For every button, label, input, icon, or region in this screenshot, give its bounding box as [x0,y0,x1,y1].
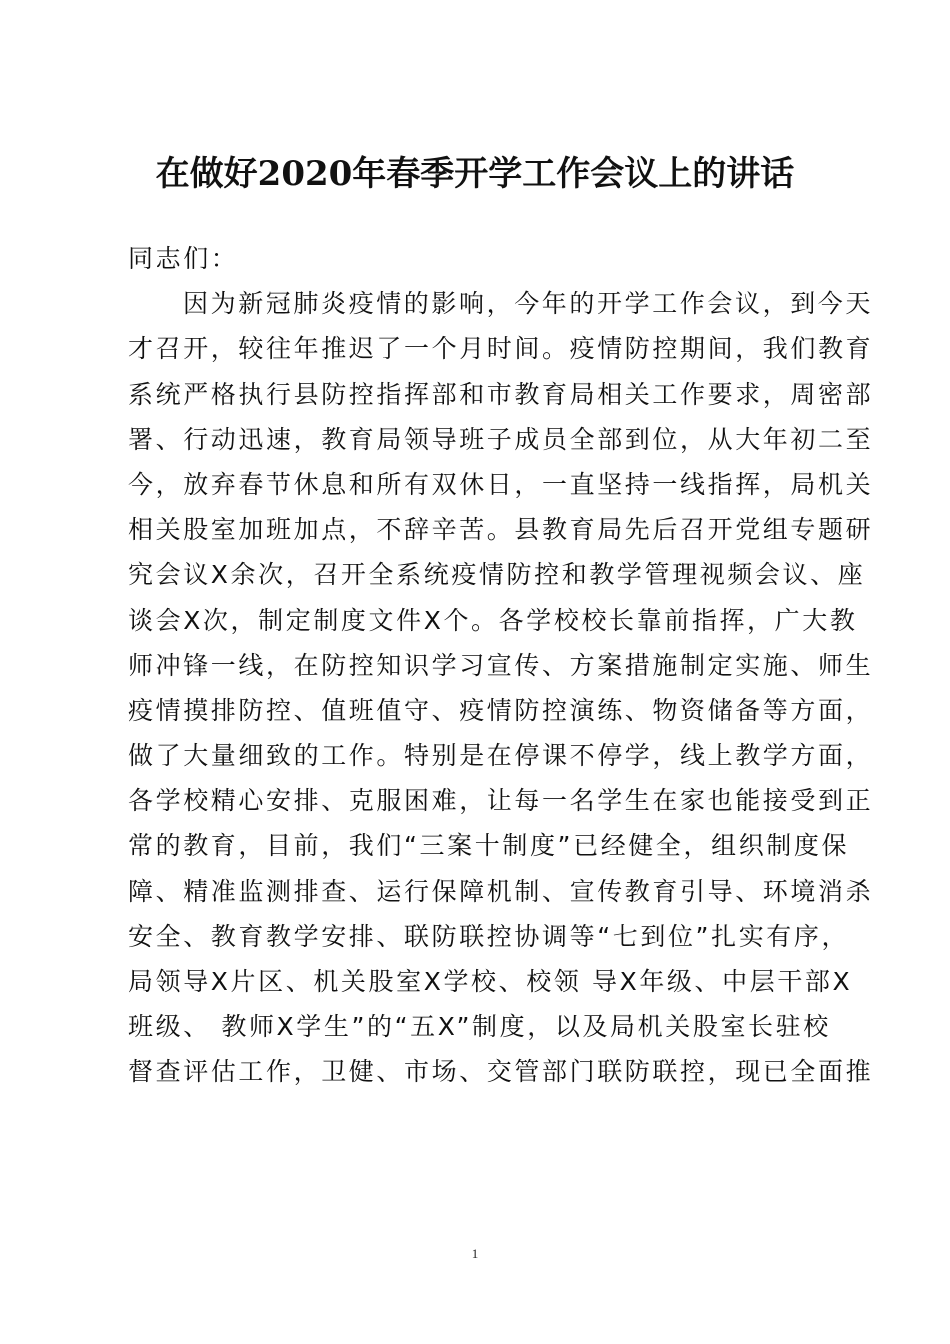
body-line: 常的教育，目前，我们“三案十制度”已经健全，组织制度保 [128,831,850,861]
body-line: 才召开，较往年推迟了一个月时间。疫情防控期间，我们教育 [128,334,874,364]
body-line: 班级、 教师X学生”的“五X”制度，以及局机关股室长驻校 [128,1012,831,1042]
body-line: 局领导X片区、机关股室X学校、校领 导X年级、中层干部X [128,967,853,996]
document-title: 在做好2020年春季开学工作会议上的讲话 [155,154,795,194]
body-line: 系统严格执行县防控指挥部和市教育局相关工作要求，周密部 [128,379,874,409]
body-line: 各学校精心安排、克服困难，让每一名学生在家也能接受到正 [128,786,874,816]
body-line: 署、行动迅速，教育局领导班子成员全部到位，从大年初二至 [128,424,874,454]
salutation: 同志们： [128,244,239,273]
body-line: 障、精准监测排查、运行保障机制、宣传教育引导、环境消杀 [128,876,874,906]
body-line: 疫情摸排防控、值班值守、疫情防控演练、物资储备等方面， [128,695,874,725]
document-body [128,236,874,1095]
body-line: 督查评估工作，卫健、市场、交管部门联防联控，现已全面推 [128,1057,874,1087]
body-line: 究会议X余次，召开全系统疫情防控和教学管理视频会议、座 [128,560,866,590]
body-line: 因为新冠肺炎疫情的影响，今年的开学工作会议，到今天 [183,289,874,319]
body-line: 安全、教育教学安排、联防联控协调等“七到位”扎实有序， [128,921,850,951]
body-line: 谈会X次，制定制度文件X个。各学校校长靠前指挥，广大教 [128,605,858,635]
body-line: 做了大量细致的工作。特别是在停课不停学，线上教学方面， [128,741,874,771]
body-line: 今，放弃春节休息和所有双休日，一直坚持一线指挥，局机关 [128,469,874,499]
body-line: 师冲锋一线，在防控知识学习宣传、方案措施制定实施、师生 [128,650,874,680]
body-line: 相关股室加班加点，不辞辛苦。县教育局先后召开党组专题研 [128,515,874,545]
page-number: 1 [471,1246,479,1261]
